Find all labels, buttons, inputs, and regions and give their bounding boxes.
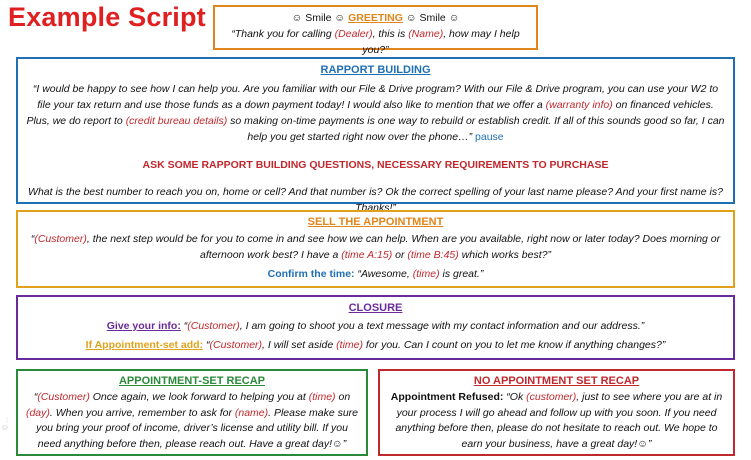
no-appt-heading: NO APPOINTMENT SET RECAP	[473, 375, 640, 387]
time-b-placeholder: (time B:45)	[407, 249, 459, 261]
day-placeholder: (day)	[25, 406, 50, 419]
recap-paragraph: “(Customer) Once again, we look forward to helping you at (time) on (day). When you arrive, remember to ask for (name). Please make sure you bring your proof of income, driver’s license and utility bill. If you need anything before then, please reach out. Have a great day!☺”	[25, 391, 359, 450]
closure-appt-line: If Appointment-set add: “(Customer), I will set aside (time) for you. Can I count on you to let me know if anything changes?”	[85, 339, 666, 351]
customer-placeholder: (Customer)	[37, 391, 90, 403]
customer-placeholder: (Customer)	[209, 339, 263, 351]
greeting-line: “Thank you for calling (Dealer), this is (Name), how may I help you?”	[231, 28, 520, 56]
smile-label: Smile	[419, 12, 446, 24]
rapport-heading: RAPPORT BUILDING	[320, 64, 431, 76]
dealer-placeholder: (Dealer)	[334, 28, 373, 40]
rapport-questions: What is the best number to reach you on, home or cell? And that number is? Ok the correct spelling of your last name please? And your first name is? Thanks!”	[28, 186, 723, 214]
customer-placeholder: (customer)	[526, 391, 577, 403]
no-appointment-recap-box	[378, 369, 735, 456]
smile-emoji-icon: ☺	[448, 12, 460, 24]
no-appt-paragraph: Appointment Refused: “Ok (customer), just to see where you are at in your process I will go ahead and follow up with you soon. If you need anything before then, please do not hesitate to reach out. We hope to earn your business, have a great day!☺”	[390, 391, 723, 450]
customer-placeholder: (Customer)	[34, 233, 87, 245]
sell-paragraph: “(Customer), the next step would be for you to come in and see how we can help. When are you available, right now or later today? Does morning or afternoon work best? I have a (time A:15) or (time B:45) which works best?”	[30, 233, 721, 261]
closure-info-line: Give your info: “(Customer), I am going to shoot you a text message with my contact information and our address.”	[106, 320, 645, 332]
rapport-subheading: ASK SOME RAPPORT BUILDING QUESTIONS, NECESSARY REQUIREMENTS TO PURCHASE	[142, 159, 609, 171]
info-label: Give your info:	[106, 320, 181, 332]
pause-note: pause	[475, 131, 504, 143]
closure-heading: CLOSURE	[348, 302, 403, 314]
confirm-time-line: Confirm the time: “Awesome, (time) is great.”	[267, 268, 484, 280]
recap-heading: APPOINTMENT-SET RECAP	[118, 375, 266, 387]
warranty-placeholder: (warranty info)	[545, 99, 613, 111]
sell-heading: SELL THE APPOINTMENT	[307, 216, 444, 228]
name-placeholder: (name)	[234, 406, 269, 419]
name-placeholder: (Name)	[408, 28, 444, 40]
rapport-paragraph: “I would be happy to see how I can help you. Are you familiar with our File & Drive program? With our File & Drive program, you can use your W2 to file your tax return and use those funds as a down payment today! I would also like to mention that we offer a (warranty info) on financed vehicles. Plus, we do report to (credit bureau details) so making on-time payments is one way to rebuild or establish credit. If all of this sounds good so far, I can help you get started right now over the phone…” pause	[26, 83, 725, 143]
time-placeholder: (time)	[412, 268, 440, 280]
closure-box	[16, 295, 735, 360]
greeting-header	[221, 10, 530, 26]
smile-label: Smile	[305, 12, 332, 24]
smile-emoji-icon: ☺	[334, 12, 346, 24]
confirm-label: Confirm the time:	[267, 268, 355, 280]
page-title: Example Script	[8, 2, 206, 32]
greeting-label: GREETING	[348, 12, 403, 24]
greeting-box	[213, 5, 538, 56]
time-placeholder: (time)	[308, 391, 336, 403]
smile-emoji-icon: ☺	[405, 12, 417, 24]
watermark: © ...	[2, 417, 10, 430]
customer-placeholder: (Customer)	[187, 320, 240, 332]
smile-emoji-icon: ☺	[291, 12, 303, 24]
time-a-placeholder: (time A:15)	[341, 249, 393, 261]
appointment-set-recap-box	[16, 369, 368, 456]
sell-appointment-box	[16, 210, 735, 288]
time-placeholder: (time)	[336, 339, 363, 351]
appt-set-label: If Appointment-set add:	[85, 339, 204, 351]
credit-bureau-placeholder: (credit bureau details)	[125, 115, 228, 127]
appointment-refused-label: Appointment Refused:	[390, 391, 504, 403]
rapport-building-box	[16, 57, 735, 214]
